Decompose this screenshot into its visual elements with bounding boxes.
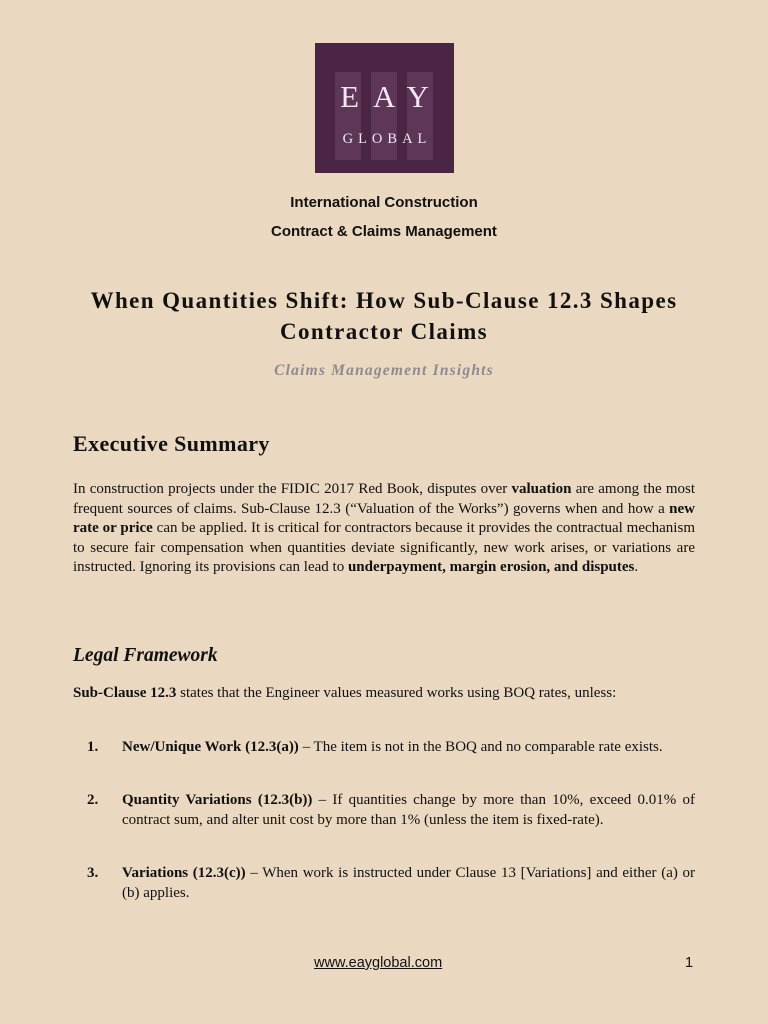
org-line-2: Contract & Claims Management bbox=[271, 223, 497, 240]
list-text: Variations (12.3(c)) – When work is instructed under Clause 13 [Variations] and either (a) or (b) applies. bbox=[122, 865, 695, 901]
logo-subtext: GLOBAL bbox=[342, 131, 432, 147]
list-number: 2. bbox=[87, 792, 99, 808]
legal-framework-intro: Sub-Clause 12.3 states that the Engineer values measured works using BOQ rates, unless: bbox=[73, 685, 617, 701]
document-subtitle: Claims Management Insights bbox=[274, 362, 494, 379]
list-text: Quantity Variations (12.3(b)) – If quantities change by more than 10%, exceed 0.01% of contract sum, and alter unit cost by more than 1% (unless the item is fixed-rate). bbox=[122, 792, 695, 828]
org-line-1: International Construction bbox=[290, 194, 478, 211]
list-number: 3. bbox=[87, 865, 99, 881]
eay-global-logo bbox=[315, 43, 454, 173]
list-number: 1. bbox=[87, 739, 99, 755]
page-number: 1 bbox=[685, 955, 694, 971]
logo-mark: EAY bbox=[340, 79, 443, 114]
website-link[interactable]: www.eayglobal.com bbox=[314, 955, 443, 971]
executive-summary-paragraph: In construction projects under the FIDIC 2017 Red Book, disputes over valuation are among the most frequent sources of claims. Sub-Clause 12.3 (“Valuation of the Works”) governs when and how a new rate or price can be applied. It is critical for contractors because it provides the contractual mechanism to secure fair compensation when quantities deviate significantly, new work arises, or variations are instructed. Ignoring its provisions can lead to underpayment, margin erosion, and disputes. bbox=[73, 481, 696, 575]
document-title: When Quantities Shift: How Sub-Clause 12.3 Shapes Contractor Claims bbox=[90, 288, 678, 344]
legal-framework-heading: Legal Framework bbox=[73, 645, 218, 666]
list-text: New/Unique Work (12.3(a)) – The item is not in the BOQ and no comparable rate exists. bbox=[122, 739, 663, 755]
executive-summary-heading: Executive Summary bbox=[73, 431, 270, 456]
